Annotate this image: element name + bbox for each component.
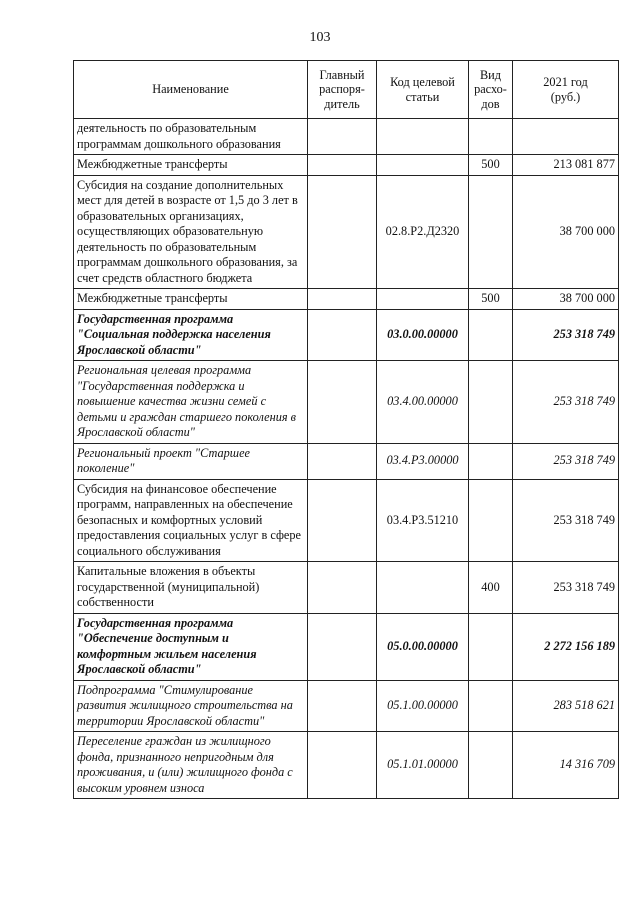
row-name: Переселение граждан из жилищного фонда, признанного непригодным для проживания, и (или) жилищного фонда с высоким уровнем износа [74,732,308,799]
row-expense-type [469,361,513,444]
row-name: Межбюджетные трансферты [74,155,308,176]
row-expense-type [469,175,513,289]
row-name: Субсидия на финансовое обеспечение программ, направленных на обеспечение безопасных и комфортных условий предоставления социальных услуг в сфере социального обслуживания [74,479,308,562]
row-name: Региональная целевая программа "Государственная поддержка и повышение качества жизни семей с детьми и граждан старшего поколения в Ярославской области" [74,361,308,444]
row-expense-type [469,613,513,680]
header-main-manager: Главный распоря- дитель [308,61,377,119]
row-code: 03.4.00.00000 [377,361,469,444]
row-name: Государственная программа "Обеспечение доступным и комфортным жильем населения Ярославской области" [74,613,308,680]
row-code: 03.4.Р3.00000 [377,443,469,479]
row-amount: 213 081 877 [513,155,619,176]
row-manager [308,175,377,289]
header-expense-type: Вид расхо- дов [469,61,513,119]
row-amount: 283 518 621 [513,680,619,732]
row-code: 05.0.00.00000 [377,613,469,680]
row-manager [308,479,377,562]
row-manager [308,155,377,176]
row-manager [308,289,377,310]
table-row [74,119,619,155]
row-manager [308,613,377,680]
row-expense-type: 500 [469,155,513,176]
header-name: Наименование [74,61,308,119]
row-manager [308,309,377,361]
row-amount: 2 272 156 189 [513,613,619,680]
row-code [377,562,469,614]
row-expense-type [469,119,513,155]
row-expense-type [469,680,513,732]
row-amount: 38 700 000 [513,175,619,289]
table-row [74,732,619,799]
row-expense-type: 500 [469,289,513,310]
row-amount [513,119,619,155]
table-row [74,289,619,310]
row-manager [308,119,377,155]
row-amount: 253 318 749 [513,479,619,562]
row-expense-type [469,309,513,361]
row-code: 03.0.00.00000 [377,309,469,361]
header-target-code: Код целевой статьи [377,61,469,119]
row-code [377,119,469,155]
row-expense-type [469,479,513,562]
table-row [74,309,619,361]
row-amount: 253 318 749 [513,443,619,479]
row-name: Межбюджетные трансферты [74,289,308,310]
budget-table [73,60,619,799]
table-row [74,175,619,289]
table-row [74,680,619,732]
row-expense-type: 400 [469,562,513,614]
table-row [74,479,619,562]
header-year-amount: 2021 год (руб.) [513,61,619,119]
table-header-row [74,61,619,119]
table-row [74,361,619,444]
row-manager [308,680,377,732]
row-name: Подпрограмма "Стимулирование развития жилищного строительства на территории Ярославской области" [74,680,308,732]
row-code: 02.8.Р2.Д2320 [377,175,469,289]
row-amount: 253 318 749 [513,361,619,444]
row-amount: 14 316 709 [513,732,619,799]
table-row [74,562,619,614]
row-manager [308,361,377,444]
row-code [377,155,469,176]
table-row [74,155,619,176]
table-row [74,443,619,479]
row-code [377,289,469,310]
row-name: Субсидия на создание дополнительных мест для детей в возрасте от 1,5 до 3 лет в образовательных организациях, осуществляющих образовательную деятельность по образовательным программам дошкольного образования, за счет средств областного бюджета [74,175,308,289]
row-name: Региональный проект "Старшее поколение" [74,443,308,479]
table-row [74,613,619,680]
row-amount: 253 318 749 [513,309,619,361]
row-manager [308,443,377,479]
row-name: Капитальные вложения в объекты государственной (муниципальной) собственности [74,562,308,614]
row-manager [308,732,377,799]
page-number: 103 [309,30,331,45]
row-code: 05.1.01.00000 [377,732,469,799]
row-name: Государственная программа "Социальная поддержка населения Ярославской области" [74,309,308,361]
row-code: 05.1.00.00000 [377,680,469,732]
row-expense-type [469,443,513,479]
row-amount: 253 318 749 [513,562,619,614]
row-expense-type [469,732,513,799]
row-name: деятельность по образовательным программам дошкольного образования [74,119,308,155]
row-amount: 38 700 000 [513,289,619,310]
row-manager [308,562,377,614]
row-code: 03.4.Р3.51210 [377,479,469,562]
